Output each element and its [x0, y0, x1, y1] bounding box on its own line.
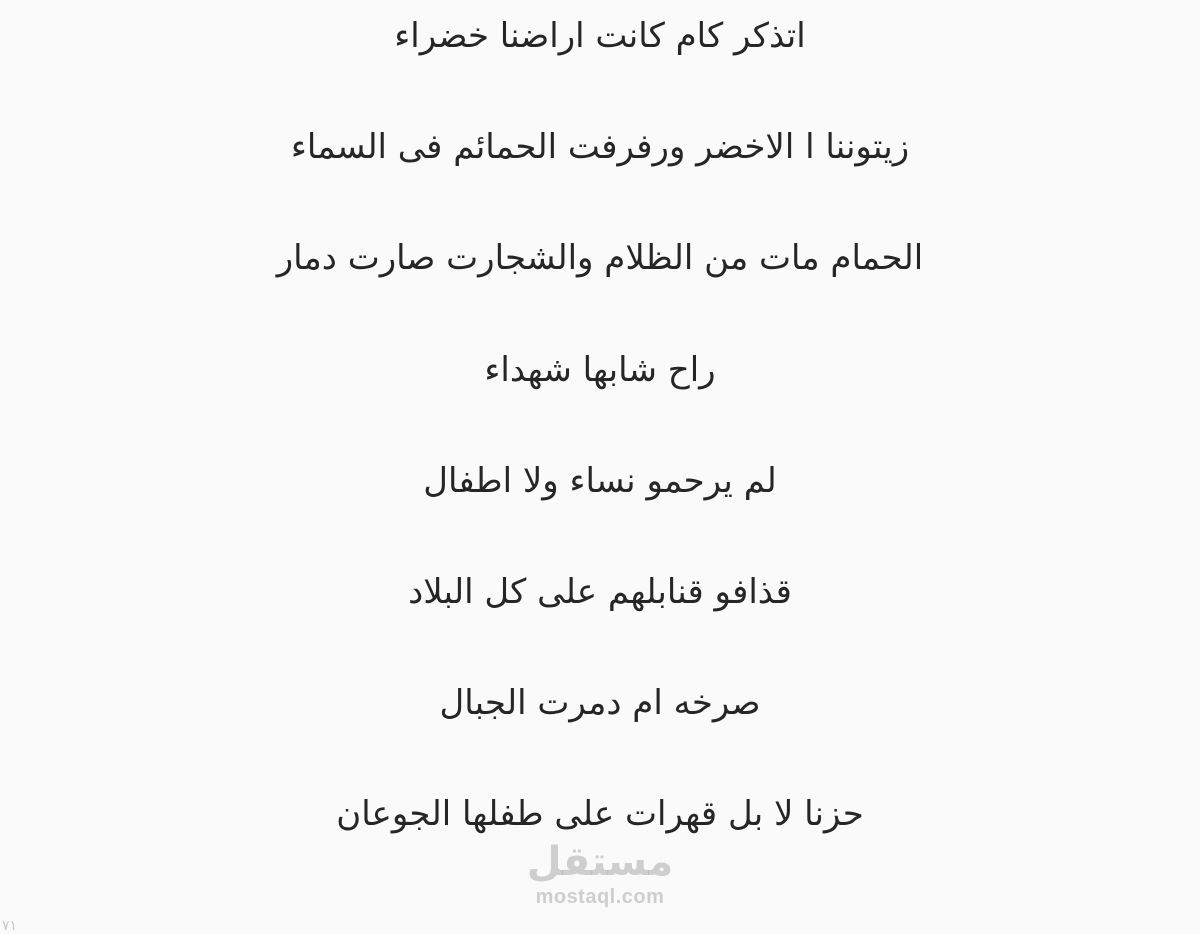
poem-line: صرخه ام دمرت الجبال [439, 683, 761, 723]
poem-line: قذافو قنابلهم على كل البلاد [408, 572, 792, 612]
poem-line: حزنا لا بل قهرات على طفلها الجوعان [336, 794, 864, 834]
poem-line: لم يرحمو نساء ولا اطفال [423, 461, 777, 501]
watermark-latin-text: mostaql.com [535, 886, 665, 908]
page-number: ٧١ [2, 918, 18, 934]
poem-line: اتذكر كام كانت اراضنا خضراء [394, 16, 806, 56]
poem-line: الحمام مات من الظلام والشجارت صارت دمار [276, 238, 924, 278]
poem-line: راح شابها شهداء [484, 350, 716, 390]
watermark-arabic-text: مستقل [526, 839, 674, 885]
mostaql-watermark [500, 838, 700, 908]
poem-line: زيتوننا ا الاخضر ورفرفت الحمائم فى السماء [290, 127, 910, 167]
